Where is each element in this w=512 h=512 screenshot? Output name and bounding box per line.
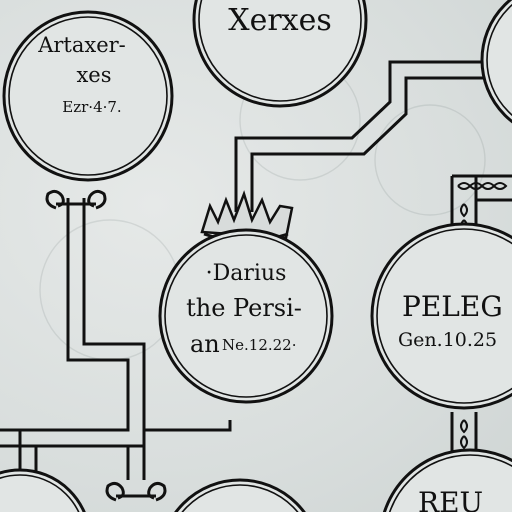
artaxerxes-reference: Ezr·4·7. xyxy=(62,98,122,116)
bottom-right-name: REU xyxy=(418,486,484,512)
darius-line1: ·Darius xyxy=(205,261,287,286)
node-bottom-left xyxy=(0,470,90,512)
darius-line2: the Persi- xyxy=(186,294,302,322)
xerxes-name: Xerxes xyxy=(228,3,332,38)
peleg-name: PELEG xyxy=(402,290,503,323)
connector-artaxerxes-a xyxy=(0,198,128,430)
artaxerxes-line2: xes xyxy=(76,63,112,87)
darius-reference: Ne.12.22· xyxy=(222,336,297,354)
node-top-right xyxy=(482,0,512,138)
peleg-reference: Gen.10.25 xyxy=(398,329,498,351)
connector-artaxerxes-b xyxy=(0,198,144,446)
darius-line3: an xyxy=(190,330,220,358)
scroll-ornament-top xyxy=(47,191,105,208)
connector-darius-down xyxy=(144,420,230,430)
node-bottom-middle xyxy=(160,480,320,512)
artaxerxes-line1: Artaxer- xyxy=(38,33,126,57)
scroll-ornament-bottom xyxy=(107,483,165,500)
